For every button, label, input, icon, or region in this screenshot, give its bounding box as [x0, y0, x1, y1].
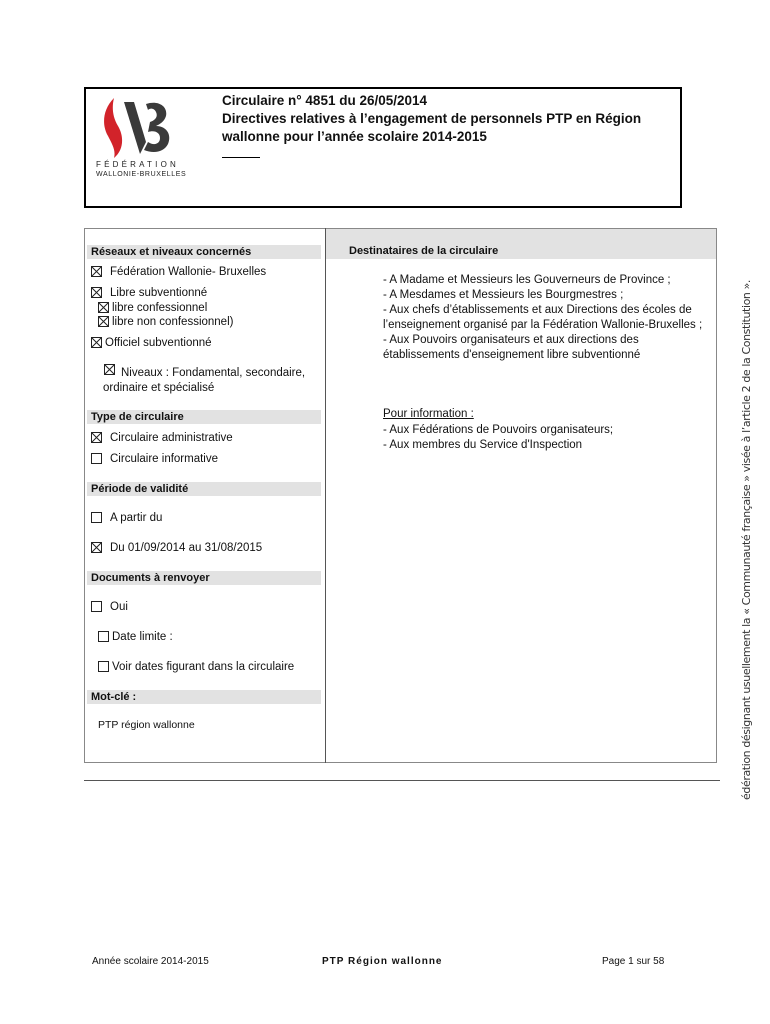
info-line: - Aux membres du Service d'Inspection — [383, 439, 583, 451]
footer-year: Année scolaire 2014-2015 — [92, 956, 209, 967]
logo-text-wallonie-bruxelles: WALLONIE-BRUXELLES — [96, 171, 187, 178]
label-date-limite: Date limite : — [112, 631, 173, 643]
label-federation: Fédération Wallonie- Bruxelles — [110, 266, 267, 278]
title-underline — [222, 157, 260, 158]
title-line-2: Directives relatives à l’engagement de personnels PTP en Région — [222, 111, 642, 126]
title-line-1: Circulaire n° 4851 du 26/05/2014 — [222, 93, 428, 108]
checkbox-libre-confessionnel[interactable] — [98, 302, 109, 313]
label-libre-non-confessionnel: libre non confessionnel) — [112, 316, 234, 328]
checkbox-federation[interactable] — [91, 266, 102, 277]
recipient-line: - Aux chefs d’établissements et aux Directions des écoles de — [383, 304, 692, 316]
recipients-header: Destinataires de la circulaire — [349, 245, 499, 257]
networks-header: Réseaux et niveaux concernés — [87, 245, 321, 259]
footer-title: PTP Région wallonne — [322, 956, 443, 967]
label-informative: Circulaire informative — [110, 453, 219, 465]
label-voir-dates: Voir dates figurant dans la circulaire — [112, 661, 295, 673]
checkbox-a-partir[interactable] — [91, 512, 102, 523]
label-libre: Libre subventionné — [110, 287, 208, 299]
type-header: Type de circulaire — [87, 410, 321, 424]
checkbox-informative[interactable] — [91, 453, 102, 464]
info-line: - Aux Fédérations de Pouvoirs organisateurs; — [383, 424, 614, 436]
footer-page: Page 1 sur 58 — [602, 956, 665, 967]
label-a-partir: A partir du — [110, 512, 163, 524]
checkbox-voir-dates[interactable] — [98, 661, 109, 672]
side-footnote: édération désignant usuellement la « Communauté française » visée à l’article 2 de la Constitution ». — [740, 279, 753, 800]
checkbox-libre[interactable] — [91, 287, 102, 298]
period-header: Période de validité — [87, 482, 321, 496]
label-niveaux-2: ordinaire et spécialisé — [103, 382, 215, 394]
circular-title — [222, 92, 662, 146]
label-niveaux-1: Niveaux : Fondamental, secondaire, — [121, 367, 306, 379]
recipient-line: - A Madame et Messieurs les Gouverneurs de Province ; — [383, 274, 671, 286]
checkbox-libre-non-confessionnel[interactable] — [98, 316, 109, 327]
footer-rule — [84, 780, 720, 781]
checkbox-oui[interactable] — [91, 601, 102, 612]
recipient-line: - A Mesdames et Messieurs les Bourgmestres ; — [383, 289, 624, 301]
label-officiel: Officiel subventionné — [105, 337, 212, 349]
keyword-value: PTP région wallonne — [98, 719, 195, 731]
info-header: Pour information : — [383, 408, 474, 420]
label-administrative: Circulaire administrative — [110, 432, 233, 444]
keyword-header: Mot-clé : — [87, 690, 321, 704]
documents-header: Documents à renvoyer — [87, 571, 321, 585]
title-line-3: wallonne pour l’année scolaire 2014-2015 — [222, 129, 487, 144]
logo-text-federation: FÉDÉRATION — [96, 160, 179, 169]
recipient-line: - Aux Pouvoirs organisateurs et aux directions des — [383, 334, 639, 346]
checkbox-niveaux[interactable] — [104, 364, 115, 375]
column-divider — [325, 228, 326, 763]
recipient-line: l’enseignement organisé par la Fédération Wallonie-Bruxelles ; — [383, 319, 703, 331]
checkbox-administrative[interactable] — [91, 432, 102, 443]
checkbox-period[interactable] — [91, 542, 102, 553]
label-period: Du 01/09/2014 au 31/08/2015 — [110, 542, 263, 554]
recipient-line: établissements d'enseignement libre subventionné — [383, 349, 641, 361]
checkbox-date-limite[interactable] — [98, 631, 109, 642]
label-oui: Oui — [110, 601, 128, 613]
checkbox-officiel[interactable] — [91, 337, 102, 348]
label-libre-confessionnel: libre confessionnel — [112, 302, 208, 314]
